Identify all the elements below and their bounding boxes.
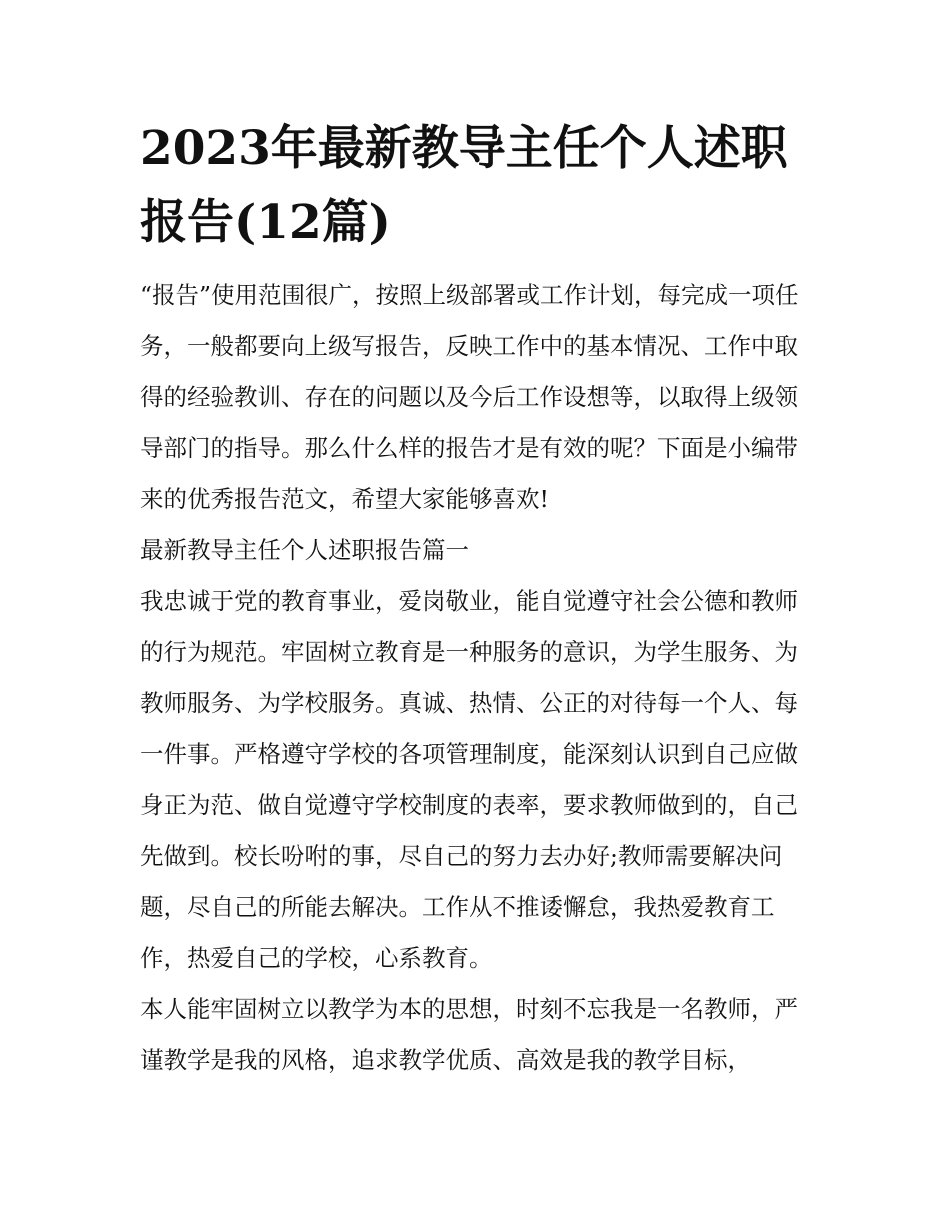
body-paragraph-2: 本人能牢固树立以教学为本的思想，时刻不忘我是一名教师，严谨教学是我的风格，追求教学优质、高效是我的教学目标， [140, 995, 798, 1074]
document-title: 2023年最新教导主任个人述职报告(12篇) [140, 121, 788, 250]
document-content [140, 112, 816, 1086]
intro-paragraph: “报告”使用范围很广，按照上级部署或工作计划，每完成一项任务，一般都要向上级写报告，反映工作中的基本情况、工作中取得的经验教训、存在的问题以及今后工作设想等，以取得上级领导部门的指导。那么什么样的报告才是有效的呢？下面是小编带来的优秀报告范文，希望大家能够喜欢! [140, 281, 799, 513]
body-paragraph-1: 我忠诚于党的教育事业，爱岗敬业，能自觉遵守社会公德和教师的行为规范。牢固树立教育是一种服务的意识，为学生服务、为教师服务、为学校服务。真诚、热情、公正的对待每一个人、每一件事。严格遵守学校的各项管理制度，能深刻认识到自己应做身正为范、做自觉遵守学校制度的表率，要求教师做到的，自己先做到。校长吩咐的事，尽自己的努力去办好;教师需要解决问题，尽自己的所能去解决。工作从不推诿懈怠，我热爱教育工作，热爱自己的学校，心系教育。 [140, 587, 798, 972]
section-heading: 最新教导主任个人述职报告篇一 [140, 536, 469, 564]
